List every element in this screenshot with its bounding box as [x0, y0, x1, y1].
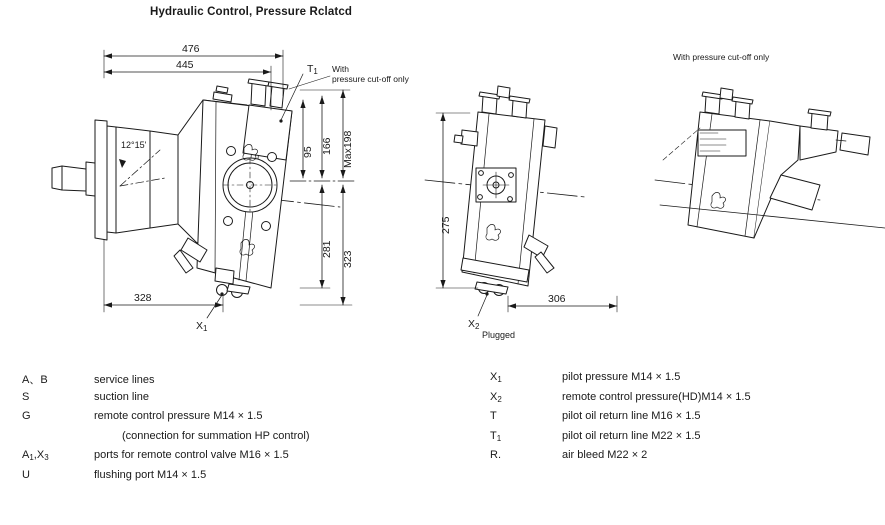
legend-value: remote control pressure(HD)M14 × 1.5 — [562, 390, 751, 403]
legend-key: G — [22, 410, 31, 422]
dimension-328: 328 — [134, 292, 152, 304]
right-partial-view — [655, 88, 885, 238]
legend-right-column — [490, 371, 880, 469]
dimension-275: 275 — [440, 216, 452, 234]
legend-key: $X_2$ — [490, 390, 502, 404]
legend-row — [22, 410, 452, 430]
port-X2-subscript: 2 — [475, 322, 480, 331]
port-X1-letter: X — [196, 320, 204, 332]
dimension-476: 476 — [182, 43, 200, 55]
dimension-95: 95 — [302, 146, 314, 158]
legend-row — [490, 371, 880, 391]
legend-key: $X_1$ — [490, 371, 502, 384]
port-T1-subscript: 1 — [313, 67, 318, 76]
port-label-T1 — [307, 63, 318, 75]
port-label-X1 — [196, 320, 207, 332]
left-side-view — [52, 50, 356, 318]
dimension-306: 306 — [548, 293, 566, 305]
legend-key: U — [22, 468, 30, 481]
note-pressure-cutoff-right: With pressure cut-off only — [673, 52, 770, 62]
legend-row — [490, 430, 880, 450]
legend-row — [22, 469, 452, 489]
dimension-max198: Max198 — [342, 130, 354, 168]
legend-value: pilot oil return line M16 × 1.5 — [562, 410, 701, 422]
legend-key: A、B — [22, 374, 48, 386]
legend-value: flushing port M14 × 1.5 — [94, 468, 207, 481]
legend-value: air bleed M22 × 2 — [562, 449, 648, 461]
note-pressure-cutoff-left — [332, 64, 409, 84]
legend-value: pilot pressure M14 × 1.5 — [562, 371, 681, 383]
legend-row — [490, 391, 880, 411]
angle-label: 12°15' — [121, 140, 147, 150]
legend-key: T — [490, 410, 497, 422]
port-T1-letter: T — [307, 63, 314, 75]
port-X1-subscript: 1 — [203, 324, 208, 333]
legend-row — [22, 449, 452, 469]
legend-row — [22, 371, 452, 391]
note-line-1: With — [332, 64, 349, 74]
legend-value: ports for remote control valve M16 × 1.5 — [94, 449, 289, 461]
legend-row — [490, 449, 880, 469]
legend-value: suction line — [94, 390, 150, 403]
plugged-note: Plugged — [482, 330, 516, 340]
dimension-281: 281 — [321, 240, 333, 258]
legend-key: $A_1,X_3$ — [22, 449, 49, 462]
legend-key: S — [22, 390, 30, 403]
legend-left-column — [22, 371, 452, 488]
legend-key: $T_1$ — [490, 429, 502, 443]
legend-value: remote control pressure M14 × 1.5 — [94, 410, 263, 422]
port-X2-letter: X — [468, 318, 476, 330]
legend-key: R. — [490, 449, 501, 461]
dimension-166: 166 — [321, 137, 333, 155]
legend-row — [22, 391, 452, 411]
legend-row — [490, 410, 880, 430]
legend-value: (connection for summation HP control) — [122, 429, 310, 442]
dimension-323: 323 — [342, 250, 354, 268]
legend-row — [22, 430, 452, 450]
note-line-2: pressure cut-off only — [332, 74, 409, 84]
legend-value: pilot oil return line M22 × 1.5 — [562, 429, 701, 442]
dimension-445: 445 — [176, 59, 194, 71]
legend-value: service lines — [94, 374, 155, 386]
port-label-X2 — [468, 318, 479, 330]
page-title: Hydraulic Control, Pressure Rclatcd — [150, 6, 353, 18]
middle-front-view — [425, 86, 617, 316]
